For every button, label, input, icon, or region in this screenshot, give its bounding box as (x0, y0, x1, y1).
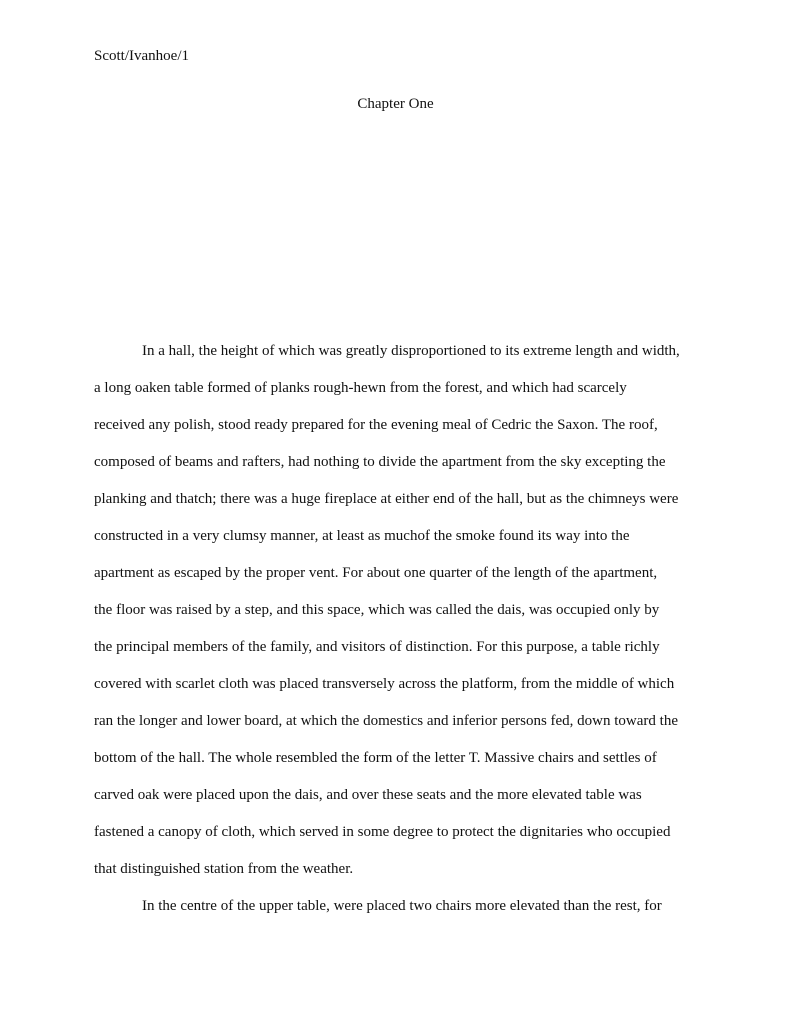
paragraph-1-line-6: constructed in a very clumsy manner, at least as muchof the smoke found its way into the (94, 528, 630, 544)
paragraph-1-line-4: composed of beams and rafters, had nothing to divide the apartment from the sky excepting the (94, 454, 666, 470)
chapter-title: Chapter One (357, 96, 434, 112)
paragraph-1-line-3: received any polish, stood ready prepared for the evening meal of Cedric the Saxon. The roof, (94, 417, 658, 433)
paragraph-1-line-12: bottom of the hall. The whole resembled the form of the letter T. Massive chairs and settles of (94, 750, 657, 766)
paragraph-1-line-13: carved oak were placed upon the dais, and over these seats and the more elevated table was (94, 787, 642, 803)
paragraph-1-line-2: a long oaken table formed of planks rough-hewn from the forest, and which had scarcely (94, 380, 627, 396)
paragraph-1-line-8: the floor was raised by a step, and this space, which was called the dais, was occupied only by (94, 602, 660, 618)
running-head: Scott/Ivanhoe/1 (94, 48, 189, 64)
paragraph-2-line-1: In the centre of the upper table, were placed two chairs more elevated than the rest, for (142, 898, 662, 914)
paragraph-1-line-7: apartment as escaped by the proper vent. For about one quarter of the length of the apartment, (94, 565, 658, 581)
paragraph-1-line-5: planking and thatch; there was a huge fireplace at either end of the hall, but as the chimneys were (94, 491, 679, 507)
paragraph-1-line-11: ran the longer and lower board, at which the domestics and inferior persons fed, down toward the (94, 713, 678, 729)
paragraph-1-line-15: that distinguished station from the weather. (94, 861, 354, 877)
paragraph-1-line-14: fastened a canopy of cloth, which served in some degree to protect the dignitaries who occupied (94, 824, 671, 840)
paragraph-1-line-1: In a hall, the height of which was greatly disproportioned to its extreme length and width, (142, 343, 680, 359)
paragraph-1-line-10: covered with scarlet cloth was placed transversely across the platform, from the middle of which (94, 676, 675, 692)
paragraph-1-line-9: the principal members of the family, and visitors of distinction. For this purpose, a table richly (94, 639, 660, 655)
